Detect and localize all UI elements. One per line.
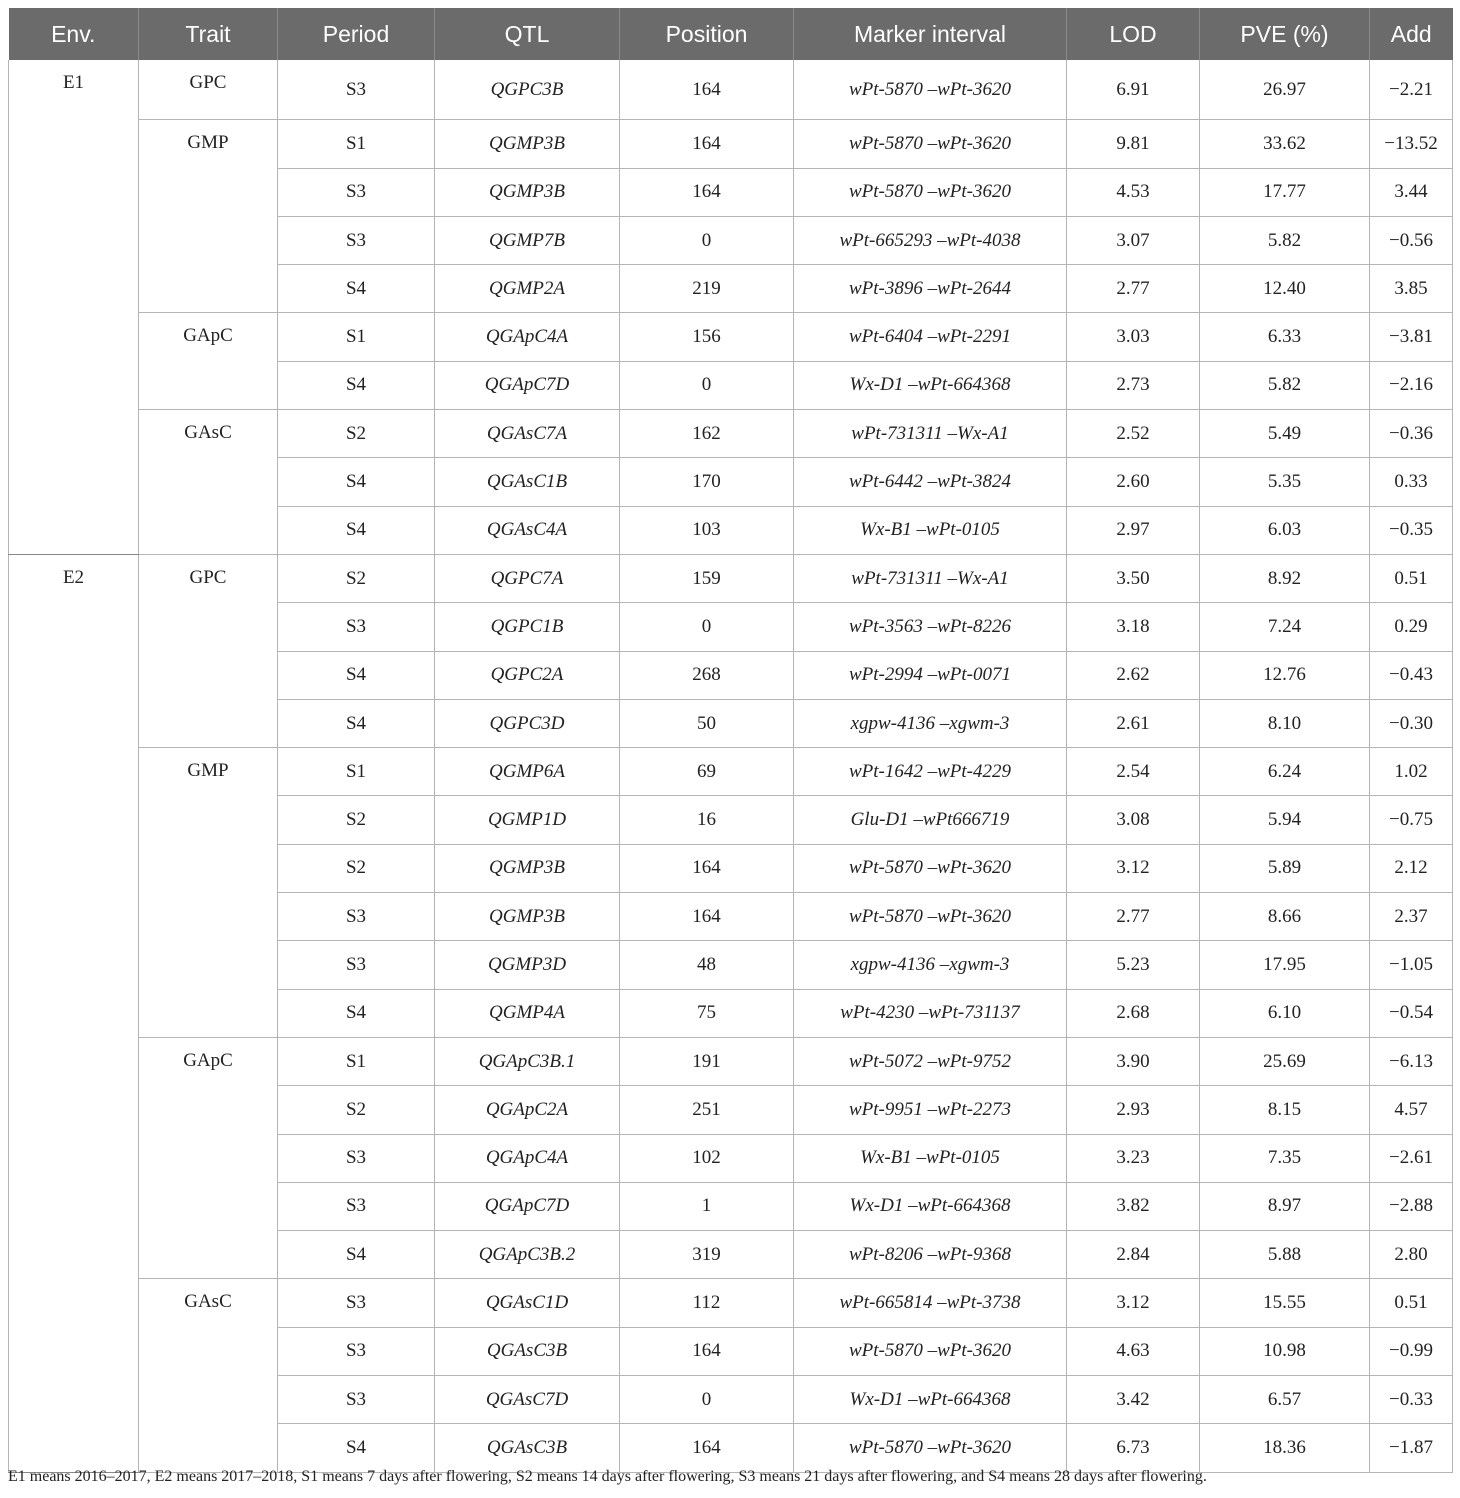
position-cell: 102	[620, 1134, 794, 1182]
pve-cell: 5.82	[1200, 216, 1370, 264]
env-cell: E2	[9, 554, 139, 1472]
period-cell: S3	[278, 1376, 435, 1424]
lod-cell: 2.77	[1067, 265, 1200, 313]
period-cell: S2	[278, 844, 435, 892]
position-cell: 69	[620, 748, 794, 796]
add-cell: −0.36	[1370, 410, 1453, 458]
qtl-cell: QGMP6A	[435, 748, 620, 796]
lod-cell: 4.53	[1067, 168, 1200, 216]
period-cell: S1	[278, 748, 435, 796]
marker-interval-cell: wPt-665814 –wPt-3738	[794, 1279, 1067, 1327]
period-cell: S1	[278, 313, 435, 361]
lod-cell: 3.03	[1067, 313, 1200, 361]
position-cell: 164	[620, 844, 794, 892]
period-cell: S4	[278, 506, 435, 554]
position-cell: 103	[620, 506, 794, 554]
marker-interval-cell: wPt-731311 –Wx-A1	[794, 554, 1067, 602]
qtl-cell: QGMP7B	[435, 216, 620, 264]
add-cell: −3.81	[1370, 313, 1453, 361]
qtl-cell: QGApC7D	[435, 1182, 620, 1230]
pve-cell: 8.97	[1200, 1182, 1370, 1230]
pve-cell: 5.49	[1200, 410, 1370, 458]
period-cell: S3	[278, 1134, 435, 1182]
pve-cell: 8.92	[1200, 554, 1370, 602]
pve-cell: 17.95	[1200, 941, 1370, 989]
header-marker-interval: Marker interval	[794, 8, 1067, 60]
pve-cell: 15.55	[1200, 1279, 1370, 1327]
qtl-cell: QGAsC4A	[435, 506, 620, 554]
position-cell: 164	[620, 120, 794, 168]
period-cell: S4	[278, 651, 435, 699]
pve-cell: 5.82	[1200, 361, 1370, 409]
pve-cell: 7.24	[1200, 603, 1370, 651]
pve-cell: 6.10	[1200, 989, 1370, 1037]
qtl-table	[8, 8, 1453, 1473]
marker-interval-cell: wPt-2994 –wPt-0071	[794, 651, 1067, 699]
marker-interval-cell: wPt-5870 –wPt-3620	[794, 60, 1067, 120]
lod-cell: 2.60	[1067, 458, 1200, 506]
lod-cell: 3.50	[1067, 554, 1200, 602]
lod-cell: 2.84	[1067, 1231, 1200, 1279]
marker-interval-cell: xgpw-4136 –xgwm-3	[794, 941, 1067, 989]
position-cell: 164	[620, 60, 794, 120]
pve-cell: 6.24	[1200, 748, 1370, 796]
lod-cell: 4.63	[1067, 1327, 1200, 1375]
env-cell: E1	[9, 60, 139, 554]
pve-cell: 6.03	[1200, 506, 1370, 554]
qtl-cell: QGPC3B	[435, 60, 620, 120]
qtl-cell: QGAsC3B	[435, 1327, 620, 1375]
position-cell: 170	[620, 458, 794, 506]
period-cell: S3	[278, 216, 435, 264]
add-cell: 3.44	[1370, 168, 1453, 216]
marker-interval-cell: wPt-5072 –wPt-9752	[794, 1037, 1067, 1085]
marker-interval-cell: Wx-B1 –wPt-0105	[794, 1134, 1067, 1182]
trait-cell: GAsC	[139, 410, 278, 555]
add-cell: −0.54	[1370, 989, 1453, 1037]
header-trait: Trait	[139, 8, 278, 60]
period-cell: S2	[278, 410, 435, 458]
pve-cell: 18.36	[1200, 1424, 1370, 1472]
add-cell: −2.21	[1370, 60, 1453, 120]
position-cell: 0	[620, 1376, 794, 1424]
trait-cell: GMP	[139, 120, 278, 313]
period-cell: S1	[278, 120, 435, 168]
position-cell: 219	[620, 265, 794, 313]
header-add: Add	[1370, 8, 1453, 60]
pve-cell: 26.97	[1200, 60, 1370, 120]
add-cell: 0.33	[1370, 458, 1453, 506]
marker-interval-cell: wPt-4230 –wPt-731137	[794, 989, 1067, 1037]
marker-interval-cell: wPt-731311 –Wx-A1	[794, 410, 1067, 458]
period-cell: S2	[278, 796, 435, 844]
lod-cell: 2.54	[1067, 748, 1200, 796]
position-cell: 268	[620, 651, 794, 699]
position-cell: 156	[620, 313, 794, 361]
qtl-cell: QGApC3B.1	[435, 1037, 620, 1085]
pve-cell: 25.69	[1200, 1037, 1370, 1085]
period-cell: S4	[278, 361, 435, 409]
marker-interval-cell: Wx-D1 –wPt-664368	[794, 1376, 1067, 1424]
position-cell: 0	[620, 361, 794, 409]
trait-cell: GPC	[139, 60, 278, 120]
qtl-cell: QGAsC7D	[435, 1376, 620, 1424]
lod-cell: 3.18	[1067, 603, 1200, 651]
qtl-cell: QGMP3B	[435, 844, 620, 892]
lod-cell: 2.93	[1067, 1086, 1200, 1134]
period-cell: S3	[278, 1182, 435, 1230]
position-cell: 319	[620, 1231, 794, 1279]
lod-cell: 2.62	[1067, 651, 1200, 699]
pve-cell: 10.98	[1200, 1327, 1370, 1375]
add-cell: −0.35	[1370, 506, 1453, 554]
marker-interval-cell: wPt-5870 –wPt-3620	[794, 168, 1067, 216]
period-cell: S4	[278, 458, 435, 506]
qtl-cell: QGPC3D	[435, 699, 620, 747]
add-cell: −0.43	[1370, 651, 1453, 699]
qtl-cell: QGMP1D	[435, 796, 620, 844]
header-lod: LOD	[1067, 8, 1200, 60]
table-row	[9, 60, 1453, 120]
position-cell: 162	[620, 410, 794, 458]
marker-interval-cell: Wx-D1 –wPt-664368	[794, 361, 1067, 409]
table-row	[9, 748, 1453, 796]
marker-interval-cell: wPt-5870 –wPt-3620	[794, 844, 1067, 892]
table-row	[9, 1279, 1453, 1327]
lod-cell: 3.23	[1067, 1134, 1200, 1182]
lod-cell: 3.82	[1067, 1182, 1200, 1230]
marker-interval-cell: Glu-D1 –wPt666719	[794, 796, 1067, 844]
period-cell: S3	[278, 1279, 435, 1327]
position-cell: 0	[620, 216, 794, 264]
add-cell: −1.05	[1370, 941, 1453, 989]
pve-cell: 8.10	[1200, 699, 1370, 747]
period-cell: S3	[278, 893, 435, 941]
header-pve: PVE (%)	[1200, 8, 1370, 60]
marker-interval-cell: Wx-D1 –wPt-664368	[794, 1182, 1067, 1230]
header-row	[9, 8, 1453, 60]
marker-interval-cell: wPt-5870 –wPt-3620	[794, 893, 1067, 941]
period-cell: S3	[278, 168, 435, 216]
position-cell: 0	[620, 603, 794, 651]
lod-cell: 9.81	[1067, 120, 1200, 168]
add-cell: −0.33	[1370, 1376, 1453, 1424]
table-row	[9, 313, 1453, 361]
position-cell: 112	[620, 1279, 794, 1327]
position-cell: 1	[620, 1182, 794, 1230]
lod-cell: 3.42	[1067, 1376, 1200, 1424]
header-position: Position	[620, 8, 794, 60]
lod-cell: 3.90	[1067, 1037, 1200, 1085]
add-cell: 2.12	[1370, 844, 1453, 892]
position-cell: 16	[620, 796, 794, 844]
lod-cell: 2.97	[1067, 506, 1200, 554]
qtl-cell: QGApC2A	[435, 1086, 620, 1134]
add-cell: −2.16	[1370, 361, 1453, 409]
add-cell: −2.88	[1370, 1182, 1453, 1230]
position-cell: 251	[620, 1086, 794, 1134]
period-cell: S4	[278, 989, 435, 1037]
add-cell: 1.02	[1370, 748, 1453, 796]
table-footnote: E1 means 2016–2017, E2 means 2017–2018, S1 means 7 days after flowering, S2 means 14 days after flowering, S3 means 21 days after flowering, and S4 means 28 days after flowering.	[8, 1468, 1207, 1485]
marker-interval-cell: wPt-5870 –wPt-3620	[794, 1424, 1067, 1472]
marker-interval-cell: wPt-9951 –wPt-2273	[794, 1086, 1067, 1134]
qtl-cell: QGMP3B	[435, 168, 620, 216]
add-cell: −6.13	[1370, 1037, 1453, 1085]
table-body	[9, 60, 1453, 1472]
pve-cell: 12.76	[1200, 651, 1370, 699]
qtl-cell: QGAsC3B	[435, 1424, 620, 1472]
period-cell: S2	[278, 1086, 435, 1134]
pve-cell: 5.89	[1200, 844, 1370, 892]
lod-cell: 2.61	[1067, 699, 1200, 747]
pve-cell: 17.77	[1200, 168, 1370, 216]
lod-cell: 2.73	[1067, 361, 1200, 409]
add-cell: 2.80	[1370, 1231, 1453, 1279]
marker-interval-cell: wPt-3563 –wPt-8226	[794, 603, 1067, 651]
qtl-cell: QGPC1B	[435, 603, 620, 651]
qtl-cell: QGApC4A	[435, 313, 620, 361]
qtl-cell: QGMP4A	[435, 989, 620, 1037]
add-cell: −13.52	[1370, 120, 1453, 168]
qtl-cell: QGAsC7A	[435, 410, 620, 458]
lod-cell: 6.91	[1067, 60, 1200, 120]
pve-cell: 33.62	[1200, 120, 1370, 168]
qtl-cell: QGMP3B	[435, 893, 620, 941]
position-cell: 164	[620, 1424, 794, 1472]
add-cell: 0.29	[1370, 603, 1453, 651]
marker-interval-cell: wPt-3896 –wPt-2644	[794, 265, 1067, 313]
qtl-cell: QGApC7D	[435, 361, 620, 409]
add-cell: 0.51	[1370, 554, 1453, 602]
marker-interval-cell: xgpw-4136 –xgwm-3	[794, 699, 1067, 747]
pve-cell: 6.57	[1200, 1376, 1370, 1424]
trait-cell: GAsC	[139, 1279, 278, 1472]
period-cell: S2	[278, 554, 435, 602]
header-qtl: QTL	[435, 8, 620, 60]
marker-interval-cell: wPt-1642 –wPt-4229	[794, 748, 1067, 796]
marker-interval-cell: wPt-665293 –wPt-4038	[794, 216, 1067, 264]
pve-cell: 8.66	[1200, 893, 1370, 941]
period-cell: S3	[278, 941, 435, 989]
period-cell: S4	[278, 1424, 435, 1472]
pve-cell: 8.15	[1200, 1086, 1370, 1134]
trait-cell: GApC	[139, 313, 278, 410]
add-cell: −1.87	[1370, 1424, 1453, 1472]
trait-cell: GApC	[139, 1037, 278, 1278]
lod-cell: 3.12	[1067, 1279, 1200, 1327]
pve-cell: 5.88	[1200, 1231, 1370, 1279]
table-row	[9, 410, 1453, 458]
add-cell: −0.75	[1370, 796, 1453, 844]
qtl-cell: QGMP3B	[435, 120, 620, 168]
add-cell: 2.37	[1370, 893, 1453, 941]
lod-cell: 2.52	[1067, 410, 1200, 458]
qtl-cell: QGAsC1B	[435, 458, 620, 506]
marker-interval-cell: wPt-6442 –wPt-3824	[794, 458, 1067, 506]
marker-interval-cell: wPt-5870 –wPt-3620	[794, 120, 1067, 168]
period-cell: S3	[278, 60, 435, 120]
lod-cell: 6.73	[1067, 1424, 1200, 1472]
lod-cell: 3.07	[1067, 216, 1200, 264]
qtl-cell: QGAsC1D	[435, 1279, 620, 1327]
add-cell: 3.85	[1370, 265, 1453, 313]
position-cell: 159	[620, 554, 794, 602]
qtl-cell: QGMP2A	[435, 265, 620, 313]
pve-cell: 7.35	[1200, 1134, 1370, 1182]
position-cell: 75	[620, 989, 794, 1037]
add-cell: −0.56	[1370, 216, 1453, 264]
pve-cell: 5.35	[1200, 458, 1370, 506]
lod-cell: 2.77	[1067, 893, 1200, 941]
trait-cell: GPC	[139, 554, 278, 747]
position-cell: 164	[620, 168, 794, 216]
lod-cell: 5.23	[1067, 941, 1200, 989]
marker-interval-cell: wPt-5870 –wPt-3620	[794, 1327, 1067, 1375]
header-env: Env.	[9, 8, 139, 60]
trait-cell: GMP	[139, 748, 278, 1038]
qtl-cell: QGApC3B.2	[435, 1231, 620, 1279]
table-row	[9, 1037, 1453, 1085]
pve-cell: 6.33	[1200, 313, 1370, 361]
lod-cell: 3.08	[1067, 796, 1200, 844]
position-cell: 48	[620, 941, 794, 989]
add-cell: 0.51	[1370, 1279, 1453, 1327]
period-cell: S3	[278, 1327, 435, 1375]
position-cell: 191	[620, 1037, 794, 1085]
qtl-cell: QGPC2A	[435, 651, 620, 699]
period-cell: S4	[278, 699, 435, 747]
position-cell: 164	[620, 1327, 794, 1375]
period-cell: S1	[278, 1037, 435, 1085]
period-cell: S4	[278, 1231, 435, 1279]
add-cell: 4.57	[1370, 1086, 1453, 1134]
period-cell: S4	[278, 265, 435, 313]
period-cell: S3	[278, 603, 435, 651]
marker-interval-cell: wPt-8206 –wPt-9368	[794, 1231, 1067, 1279]
position-cell: 50	[620, 699, 794, 747]
position-cell: 164	[620, 893, 794, 941]
add-cell: −0.30	[1370, 699, 1453, 747]
pve-cell: 12.40	[1200, 265, 1370, 313]
qtl-cell: QGMP3D	[435, 941, 620, 989]
qtl-cell: QGPC7A	[435, 554, 620, 602]
table-row	[9, 554, 1453, 602]
lod-cell: 2.68	[1067, 989, 1200, 1037]
add-cell: −0.99	[1370, 1327, 1453, 1375]
add-cell: −2.61	[1370, 1134, 1453, 1182]
qtl-cell: QGApC4A	[435, 1134, 620, 1182]
lod-cell: 3.12	[1067, 844, 1200, 892]
header-period: Period	[278, 8, 435, 60]
marker-interval-cell: Wx-B1 –wPt-0105	[794, 506, 1067, 554]
marker-interval-cell: wPt-6404 –wPt-2291	[794, 313, 1067, 361]
table-row	[9, 120, 1453, 168]
pve-cell: 5.94	[1200, 796, 1370, 844]
